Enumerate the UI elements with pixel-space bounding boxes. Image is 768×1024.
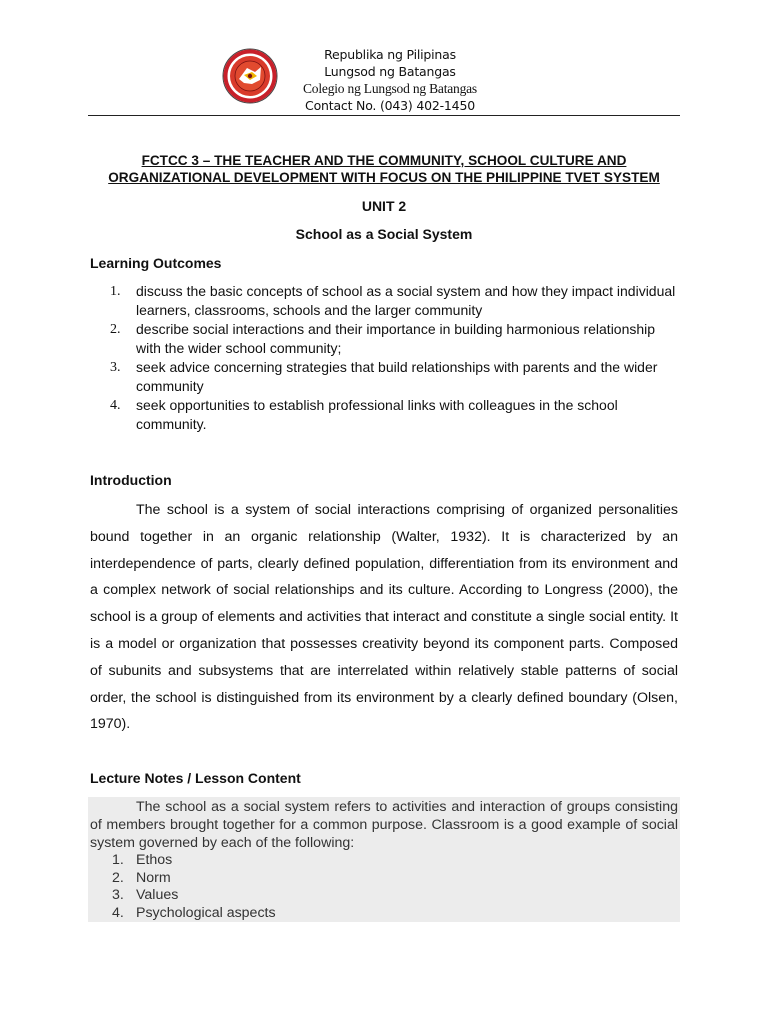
list-item-text: seek opportunities to establish professional links with colleagues in the school community. [136, 397, 618, 432]
list-item-text: discuss the basic concepts of school as a social system and how they impact individual learners, classrooms, schools and the larger community [136, 283, 676, 318]
list-item-text: Values [136, 887, 179, 904]
list-item [110, 905, 276, 923]
letterhead [0, 40, 768, 120]
header-divider [88, 115, 680, 116]
social-system-elements-list [110, 852, 276, 922]
list-item-text: Psychological aspects [136, 904, 276, 921]
list-item [110, 870, 276, 888]
contact-number: Contact No. (043) 402-1450 [305, 98, 475, 113]
list-number: 4. [110, 398, 121, 413]
unit-label: UNIT 2 [361, 198, 407, 214]
list-item [110, 282, 680, 320]
list-item-text: Norm [136, 869, 171, 886]
lecture-paragraph: The school as a social system refers to activities and interaction of groups consisting of members brought together for a common purpose. Classroom is a good example of social system governed by each of the following: [90, 799, 678, 851]
college-seal-icon [222, 48, 278, 104]
list-item [110, 396, 680, 434]
course-title: FCTCC 3 – THE TEACHER AND THE COMMUNITY, SCHOOL CULTURE AND ORGANIZATIONAL DEVELOPMENT WITH FOCUS ON THE PHILIPPINE TVET SYSTEM [108, 153, 660, 185]
learning-outcomes-heading: Learning Outcomes [90, 255, 222, 271]
list-number: 1. [110, 284, 121, 299]
list-number: 3. [110, 360, 121, 375]
list-item [110, 852, 276, 870]
list-item-text: describe social interactions and their importance in building harmonious relationship with the wider school community; [136, 321, 656, 356]
introduction-paragraph: The school is a system of social interactions comprising of organized personalities bound together in an organic relationship (Walter, 1932). It is characterized by an interdependence of parts, clearly defined population, differentiation from its environment and a complex network of social relationships and its culture. According to Longress (2000), the school is a group of elements and activities that interact and constitute a single social entity. It is a model or organization that possesses creativity beyond its component parts. Composed of subunits and subsystems that are interrelated within relatively stable patterns of social order, the school is distinguished from its environment by a clearly defined boundary (Olsen, 1970). [90, 502, 678, 733]
unit-subtitle: School as a Social System [295, 226, 473, 242]
list-number: 2. [112, 869, 124, 886]
list-item-text: Ethos [136, 852, 173, 868]
college-name: Colegio ng Lungsod ng Batangas [303, 81, 477, 96]
list-number: 4. [112, 904, 124, 921]
introduction-heading: Introduction [90, 472, 172, 488]
learning-outcomes-list [110, 282, 680, 434]
lecture-notes-heading: Lecture Notes / Lesson Content [90, 770, 301, 786]
list-item [110, 358, 680, 396]
republic-line: Republika ng Pilipinas [324, 47, 456, 62]
list-number: 3. [112, 887, 124, 904]
list-number: 2. [110, 322, 121, 337]
list-item [110, 320, 680, 358]
list-item [110, 887, 276, 905]
city-line: Lungsod ng Batangas [324, 64, 456, 79]
list-number: 1. [112, 852, 124, 868]
list-item-text: seek advice concerning strategies that build relationships with parents and the wider community [136, 359, 658, 394]
